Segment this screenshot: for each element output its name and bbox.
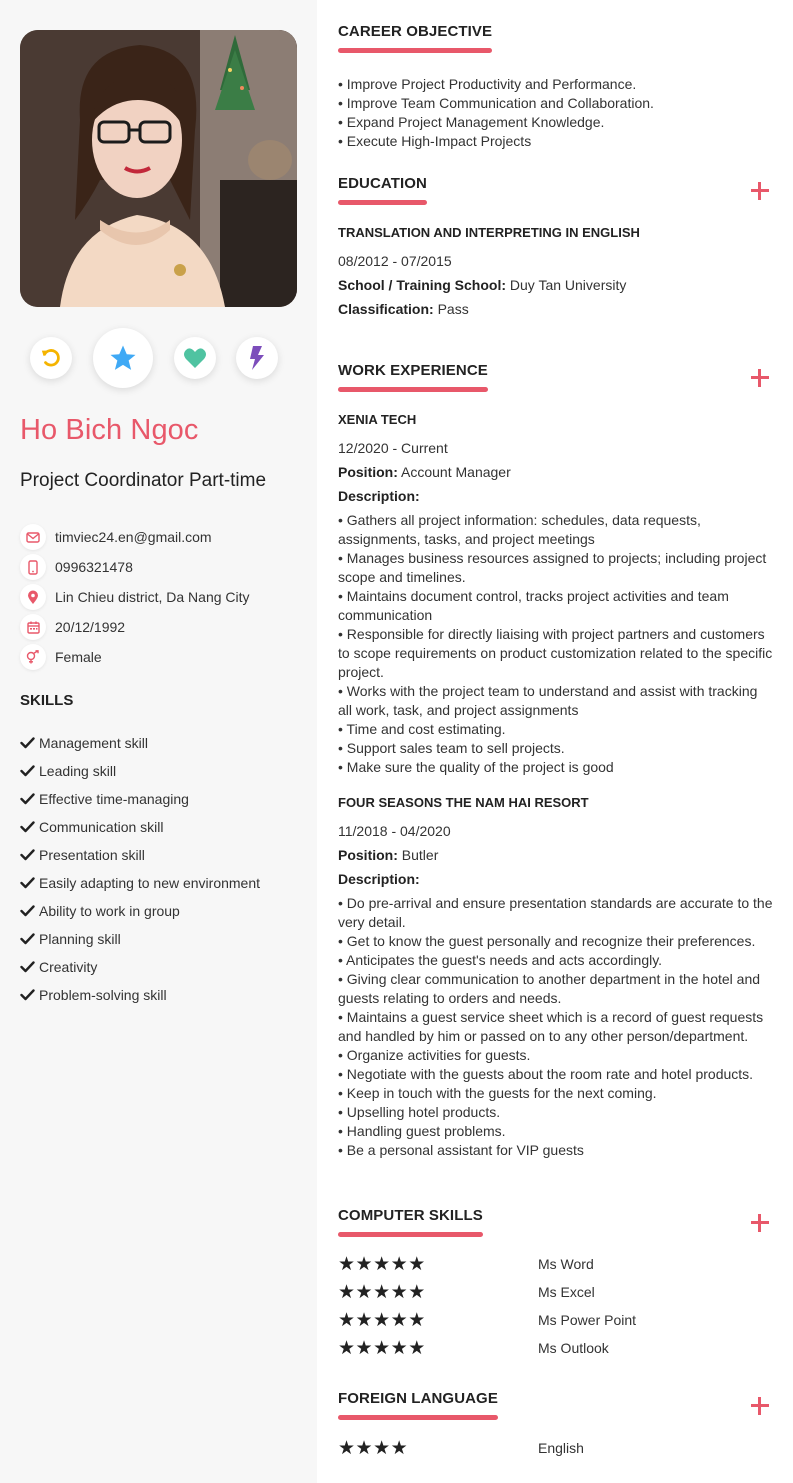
star-icon: ★	[408, 1337, 425, 1359]
star-icon: ★	[355, 1281, 373, 1303]
star-icon: ★	[338, 1437, 355, 1459]
star-icon: ★	[355, 1437, 373, 1459]
career-list	[338, 75, 773, 151]
job-bullet: • Negotiate with the guests about the room rate and hotel products.	[338, 1066, 754, 1082]
location-pin-icon	[20, 584, 46, 610]
job-bullet: • Maintains document control, tracks project activities and team communication	[338, 588, 729, 623]
skill-item	[20, 869, 310, 897]
job-dates: 12/2020 - Current	[338, 440, 448, 456]
career-item: • Expand Project Management Knowledge.	[338, 114, 605, 130]
work-underline	[338, 387, 488, 392]
star-icon: ★	[408, 1309, 425, 1331]
education-heading: EDUCATION	[338, 175, 427, 192]
work-add-button[interactable]	[751, 369, 769, 387]
star-icon: ★	[338, 1337, 355, 1359]
check-icon	[20, 793, 35, 805]
job-bullet: • Do pre-arrival and ensure presentation standards are accurate to the very detail.	[338, 895, 773, 930]
rating-label: English	[538, 1440, 584, 1456]
skill-item	[20, 897, 310, 925]
job-2	[338, 795, 773, 1160]
star-button[interactable]	[93, 328, 153, 388]
position-value: Butler	[401, 847, 439, 863]
skill-label: Easily adapting to new environment	[39, 875, 261, 891]
star-icon: ★	[390, 1253, 408, 1275]
rating-label: Ms Word	[538, 1256, 594, 1272]
job-company: FOUR SEASONS THE NAM HAI RESORT	[338, 795, 589, 810]
star-icon: ★	[338, 1309, 355, 1331]
job-bullet: • Keep in touch with the guests for the next coming.	[338, 1085, 657, 1101]
description-label: Description:	[338, 871, 420, 887]
contact-address	[20, 582, 310, 612]
career-heading: CAREER OBJECTIVE	[338, 23, 493, 40]
star-icon: ★	[408, 1253, 425, 1275]
job-bullet: • Anticipates the guest's needs and acts accordingly.	[338, 952, 663, 968]
job-bullet: • Organize activities for guests.	[338, 1047, 531, 1063]
skill-label: Problem-solving skill	[39, 987, 167, 1003]
job-bullet: • Maintains a guest service sheet which is a record of guest requests and handled by him or passed on to any other person/department.	[338, 1009, 764, 1044]
star-icon: ★	[390, 1309, 408, 1331]
star-icon: ★	[373, 1281, 390, 1303]
star-icon	[108, 343, 138, 373]
education-dates: 08/2012 - 07/2015	[338, 253, 452, 269]
star-icon: ★	[373, 1253, 390, 1275]
check-icon	[20, 877, 35, 889]
star-icon: ★	[390, 1337, 408, 1359]
description-label: Description:	[338, 488, 420, 504]
sidebar	[0, 0, 317, 1483]
skill-label: Ability to work in group	[39, 903, 180, 919]
work-heading: WORK EXPERIENCE	[338, 362, 488, 379]
language-section	[338, 1390, 773, 1462]
language-add-button[interactable]	[751, 1397, 769, 1415]
rating-row	[338, 1306, 773, 1334]
rating-row	[338, 1278, 773, 1306]
check-icon	[20, 961, 35, 973]
skill-label: Planning skill	[39, 931, 121, 947]
school-label: School / Training School:	[338, 277, 507, 293]
calendar-icon	[20, 614, 46, 640]
job-bullet: • Time and cost estimating.	[338, 721, 506, 737]
star-icon: ★	[390, 1437, 408, 1459]
gender-icon	[20, 644, 46, 670]
skill-label: Communication skill	[39, 819, 164, 835]
job-description-label	[338, 870, 773, 889]
position-label: Position:	[338, 847, 398, 863]
job-bullet: • Manages business resources assigned to projects; including project scope and timelines.	[338, 550, 767, 585]
job-position	[338, 463, 773, 482]
email-text: timviec24.en@gmail.com	[55, 529, 212, 545]
skill-item	[20, 841, 310, 869]
star-icon: ★	[373, 1337, 390, 1359]
education-add-button[interactable]	[751, 182, 769, 200]
job-bullet: • Giving clear communication to another department in the hotel and guests relating to orders and needs.	[338, 971, 761, 1006]
star-icon: ★	[355, 1309, 373, 1331]
skill-item	[20, 729, 310, 757]
check-icon	[20, 765, 35, 777]
address-text: Lin Chieu district, Da Nang City	[55, 589, 250, 605]
star-icon: ★	[373, 1309, 390, 1331]
skill-label: Creativity	[39, 959, 98, 975]
contact-phone	[20, 552, 310, 582]
work-section	[338, 362, 773, 1160]
skill-item	[20, 925, 310, 953]
gender-text: Female	[55, 649, 102, 665]
job-bullet: • Be a personal assistant for VIP guests	[338, 1142, 584, 1158]
computer-skills-list	[338, 1250, 773, 1362]
skills-list	[20, 729, 310, 1009]
classification-label: Classification:	[338, 301, 434, 317]
job-description	[338, 511, 773, 777]
star-rating	[338, 1255, 538, 1274]
skill-item	[20, 981, 310, 1009]
career-item: • Improve Team Communication and Collaboration.	[338, 95, 654, 111]
career-section	[338, 23, 773, 151]
job-bullet: • Get to know the guest personally and recognize their preferences.	[338, 933, 756, 949]
education-underline	[338, 200, 427, 205]
education-classification	[338, 300, 773, 319]
check-icon	[20, 821, 35, 833]
skills-heading: SKILLS	[20, 692, 74, 709]
profile-photo	[20, 30, 297, 307]
star-icon: ★	[355, 1337, 373, 1359]
birthday-text: 20/12/1992	[55, 619, 126, 635]
star-icon: ★	[408, 1281, 425, 1303]
candidate-name: Ho Bich Ngoc	[20, 414, 199, 446]
job-bullet: • Make sure the quality of the project is good	[338, 759, 614, 775]
check-icon	[20, 905, 35, 917]
job-dates: 11/2018 - 04/2020	[338, 823, 451, 839]
position-label: Position:	[338, 464, 398, 480]
boost-button[interactable]	[236, 337, 278, 379]
rating-row	[338, 1334, 773, 1362]
bolt-icon	[249, 346, 265, 370]
skill-label: Effective time-managing	[39, 791, 189, 807]
language-list	[338, 1434, 773, 1462]
language-underline	[338, 1415, 498, 1420]
career-underline	[338, 48, 492, 53]
job-bullet: • Responsible for directly liaising with project partners and customers to scope requirements on product customization related to the specific project.	[338, 626, 773, 680]
star-rating	[338, 1339, 538, 1358]
language-heading: FOREIGN LANGUAGE	[338, 1390, 498, 1407]
check-icon	[20, 849, 35, 861]
job-bullet: • Support sales team to sell projects.	[338, 740, 565, 756]
check-icon	[20, 989, 35, 1001]
computer-skills-underline	[338, 1232, 483, 1237]
computer-skills-section	[338, 1207, 773, 1362]
education-school	[338, 276, 773, 295]
computer-skills-add-button[interactable]	[751, 1214, 769, 1232]
career-item: • Execute High-Impact Projects	[338, 133, 532, 149]
action-buttons	[20, 327, 297, 389]
job-bullet: • Gathers all project information: schedules, data requests, assignments, tasks, and project meetings	[338, 512, 701, 547]
education-section	[338, 175, 773, 319]
classification-value: Pass	[437, 301, 469, 317]
computer-skills-heading: COMPUTER SKILLS	[338, 1207, 483, 1224]
contact-email	[20, 522, 310, 552]
contact-birthday	[20, 612, 310, 642]
job-bullet: • Upselling hotel products.	[338, 1104, 501, 1120]
school-value: Duy Tan University	[509, 277, 627, 293]
skill-item	[20, 813, 310, 841]
rating-label: Ms Outlook	[538, 1340, 609, 1356]
skill-item	[20, 757, 310, 785]
star-icon: ★	[338, 1281, 355, 1303]
education-degree: TRANSLATION AND INTERPRETING IN ENGLISH	[338, 225, 640, 240]
star-icon: ★	[355, 1253, 373, 1275]
phone-text: 0996321478	[55, 559, 133, 575]
heart-icon	[183, 347, 207, 369]
undo-button[interactable]	[30, 337, 72, 379]
undo-icon	[40, 347, 62, 369]
star-icon: ★	[390, 1281, 408, 1303]
rating-row	[338, 1250, 773, 1278]
star-rating	[338, 1283, 538, 1302]
skill-item	[20, 785, 310, 813]
career-item: • Improve Project Productivity and Performance.	[338, 76, 637, 92]
check-icon	[20, 737, 35, 749]
rating-row	[338, 1434, 773, 1462]
job-position	[338, 846, 773, 865]
position-value: Account Manager	[401, 464, 511, 480]
job-bullet: • Handling guest problems.	[338, 1123, 506, 1139]
candidate-title: Project Coordinator Part-time	[20, 470, 267, 491]
skill-item	[20, 953, 310, 981]
skill-label: Presentation skill	[39, 847, 145, 863]
contact-list	[20, 522, 310, 672]
contact-gender	[20, 642, 310, 672]
job-1	[338, 412, 773, 777]
job-description-label	[338, 487, 773, 506]
star-rating	[338, 1439, 538, 1458]
skill-label: Leading skill	[39, 763, 117, 779]
job-company: XENIA TECH	[338, 412, 417, 427]
job-description	[338, 894, 773, 1160]
star-icon: ★	[338, 1253, 355, 1275]
email-icon	[20, 524, 46, 550]
job-bullet: • Works with the project team to understand and assist with tracking all work, task, and project assignments	[338, 683, 758, 718]
phone-icon	[20, 554, 46, 580]
like-button[interactable]	[174, 337, 216, 379]
star-rating	[338, 1311, 538, 1330]
star-icon: ★	[373, 1437, 390, 1459]
check-icon	[20, 933, 35, 945]
rating-label: Ms Power Point	[538, 1312, 637, 1328]
skill-label: Management skill	[39, 735, 148, 751]
rating-label: Ms Excel	[538, 1284, 595, 1300]
